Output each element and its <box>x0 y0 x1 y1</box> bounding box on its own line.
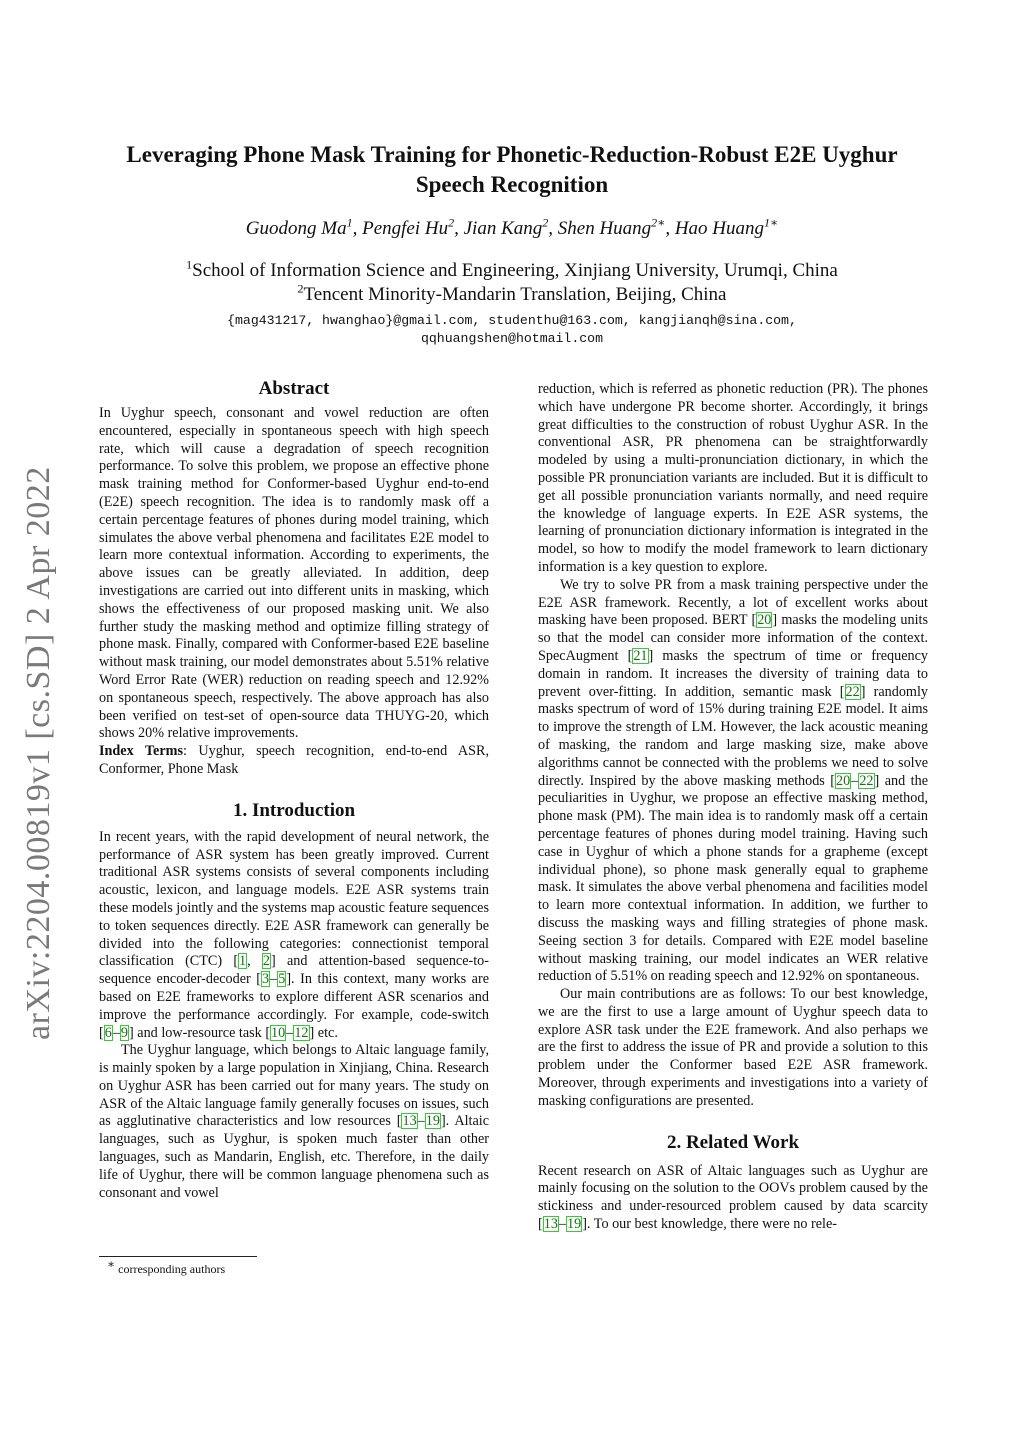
left-column <box>99 377 489 1202</box>
author: Guodong Ma$^1$ <box>245 215 353 239</box>
arxiv-identifier: arXiv:2204.00819v1 [cs.SD] 2 Apr 2022 <box>20 466 57 1040</box>
citation-link[interactable]: 2 <box>262 953 270 970</box>
citation-link[interactable]: 19 <box>425 1113 440 1130</box>
author-list: Guodong Ma$^1$, Pengfei Hu$^2$, Jian Kang$^2$, Shen Huang$^{2∗}$, Hao Huang$^{1∗}$ <box>245 215 779 239</box>
index-terms: Index Terms: Uyghur, speech recognition, end-to-end ASR, Conformer, Phone Mask <box>99 743 489 777</box>
citation-link[interactable]: 21 <box>633 647 648 664</box>
abstract-text: In Uyghur speech, consonant and vowel reduction are often encountered, especially in spontaneous speech with high speech rate, which will cause a degradation of speech recognition performance. To solve this problem, we propose an effective phone mask training method for Conformer-based Uyghur end-to-end (E2E) speech recognition. The idea is to randomly mask off a certain percentage features of phones during model training, which simulates the above verbal phenomena and facilitates E2E model to learn more contextual information. According to experiments, the above issues can be greatly alleviated. In addition, deep investigations are carried out into different units in masking, which shows the effectiveness of our proposed masking unit. We also further study the masking method and optimize filling strategy of phone mask. Finally, compared with Conformer-based E2E baseline without mask training, our model demonstrates about 5.51% relative Word Error Rate (WER) reduction on reading speech and 12.92% on spontaneous speech, respectively. The above approach has also been verified on test-set of open-source data THUYG-20, which shows 20% relative improvements. <box>99 405 489 742</box>
citation-link[interactable]: 9 <box>120 1024 129 1041</box>
citation-link[interactable]: 22 <box>859 772 874 789</box>
author: Shen Huang$^{2∗}$ <box>557 215 666 239</box>
citation-link[interactable]: 12 <box>294 1024 309 1041</box>
citation-link[interactable]: 13 <box>543 1216 558 1233</box>
abstract-heading: Abstract <box>258 378 330 399</box>
intro-paragraph-5: Our main contributions are as follows: To our best knowledge, we are the first to use a large amount of Uyghur speech data to explore ASR task under the E2E framework. And also perhaps we are the first to address the issue of PR and provide a solution to this problem under the Conformer based E2E ASR framework. Moreover, through experiments and investigations into a variety of masking configurations are presented. <box>538 986 928 1109</box>
title-line-1: Leveraging Phone Mask Training for Phonetic-Reduction-Robust E2E Uyghur <box>126 142 898 167</box>
citation-link[interactable]: 22 <box>845 683 860 700</box>
citation-link[interactable]: 13 <box>402 1113 417 1130</box>
citation-link[interactable]: 5 <box>278 971 286 988</box>
email-line-2: qqhuangshen@hotmail.com <box>420 331 604 346</box>
citation-link[interactable]: 19 <box>567 1216 582 1233</box>
email-line-1: {mag431217, hwanghao}@gmail.com, studenthu@163.com, kangjianqh@sina.com, <box>227 313 797 328</box>
affiliation-1: $^1$School of Information Science and Engineering, Xinjiang University, Urumqi, China <box>186 257 838 281</box>
right-column <box>538 381 928 1234</box>
author: Jian Kang$^2$ <box>463 215 549 239</box>
citation-link[interactable]: 10 <box>271 1024 286 1041</box>
introduction-heading: 1. Introduction <box>232 799 356 821</box>
citation-link[interactable]: 20 <box>836 772 851 789</box>
paper-title <box>90 140 934 200</box>
related-work-paragraph-1: Recent research on ASR of Altaic languages such as Uyghur are mainly focusing on the solution to the OOVs problem caused by the stickiness and under-resourced problem caused by data scarcity [13–19]. To our best knowledge, there were no rele- <box>538 1162 928 1233</box>
related-work-heading: 2. Related Work <box>666 1131 800 1153</box>
intro-paragraph-4: We try to solve PR from a mask training perspective under the E2E ASR framework. Recently, a lot of excellent works about masking have been proposed. BERT [20] masks the modeling units so that the model can consider more information of the context. SpecAugment [21] masks the spectrum of time or frequency domain in random. It increases the diversity of training data to prevent over-fitting. In addition, semantic mask [22] randomly masks spectrum of word of 15% during training E2E model. It aims to improve the strength of LM. However, the lack acoustic meaning of masking, the random and large masking size, make above algorithms cannot be connected with the problems we need to solve directly. Inspired by the above masking methods [20–22] and the peculiarities in Uyghur, we propose an effective masking method, phone mask (PM). The main idea is to randomly mask off a certain percentage features of phones during model training. Having such case in Uyghur of which a phone stands for a grapheme (except individual phone), so phone mask generally equal to grapheme mask. It simulates the above verbal phenomena and facilities model to learn more contextual information. In addition, we further to discuss the masking ways and filling strategies of phone mask. Seeing section 3 for details. Compared with E2E model baseline without masking training, our model indicates an WER relative reduction of 5.51% on reading speech and 12.92% on spontaneous. <box>538 576 928 985</box>
citation-link[interactable]: 20 <box>757 612 772 629</box>
citation-link[interactable]: 1 <box>239 953 247 970</box>
citation-link[interactable]: 6 <box>104 1024 112 1041</box>
intro-paragraph-3: reduction, which is referred as phonetic reduction (PR). The phones which have undergone PR become shorter. Accordingly, it brings great difficulties to the construction of robust Uyghur ASR. In the conventional ASR, PR phenomena can be straightforwardly modeled by using a multi-pronunciation dictionary, in which the possible PR pronunciation variants are included. But it is difficult to get all possible pronunciation variants normally, and need require the knowledge of language experts. In E2E ASR systems, the learning of pronunciation dictionary information is integrated in the model, so how to modify the model framework to learn dictionary information is a key question to explore. <box>538 381 928 575</box>
title-line-2: Speech Recognition <box>415 172 609 197</box>
author: Hao Huang$^{1∗}$ <box>674 215 779 239</box>
author: Pengfei Hu$^2$ <box>362 215 455 239</box>
footnote-rule <box>99 1256 257 1257</box>
intro-paragraph-1: In recent years, with the rapid development of neural network, the performance of ASR system has been greatly improved. Current traditional ASR systems consists of several components including acoustic, lexicon, and language models. E2E ASR systems train these models jointly and the systems map acoustic feature sequences to token sequences directly. E2E ASR framework can generally be divided into the following categories: connectionist temporal classification (CTC) [1, 2] and attention-based sequence-to-sequence encoder-decoder [3–5]. In this context, many works are based on E2E frameworks to explore different ASR scenarios and improve the performance accordingly. For example, code-switch [6–9] and low-resource task [10–12] etc. <box>99 828 489 1041</box>
footnote: ∗ corresponding authors <box>107 1257 226 1276</box>
citation-link[interactable]: 3 <box>262 971 270 988</box>
affiliation-2: $^2$Tencent Minority-Mandarin Translation, Beijing, China <box>297 281 727 305</box>
intro-paragraph-2: The Uyghur language, which belongs to Altaic language family, is mainly spoken by a large population in Xinjiang, China. Research on Uyghur ASR has been carried out for many years. The study on ASR of the Altaic language family generally focuses on issues, such as agglutinative characteristics and low resources [13–19]. Altaic languages, such as Uyghur, is spoken much faster than other languages, such as Mandarin, English, etc. Therefore, in the daily life of Uyghur, there will be common language phenomena such as consonant and vowel <box>99 1042 489 1201</box>
